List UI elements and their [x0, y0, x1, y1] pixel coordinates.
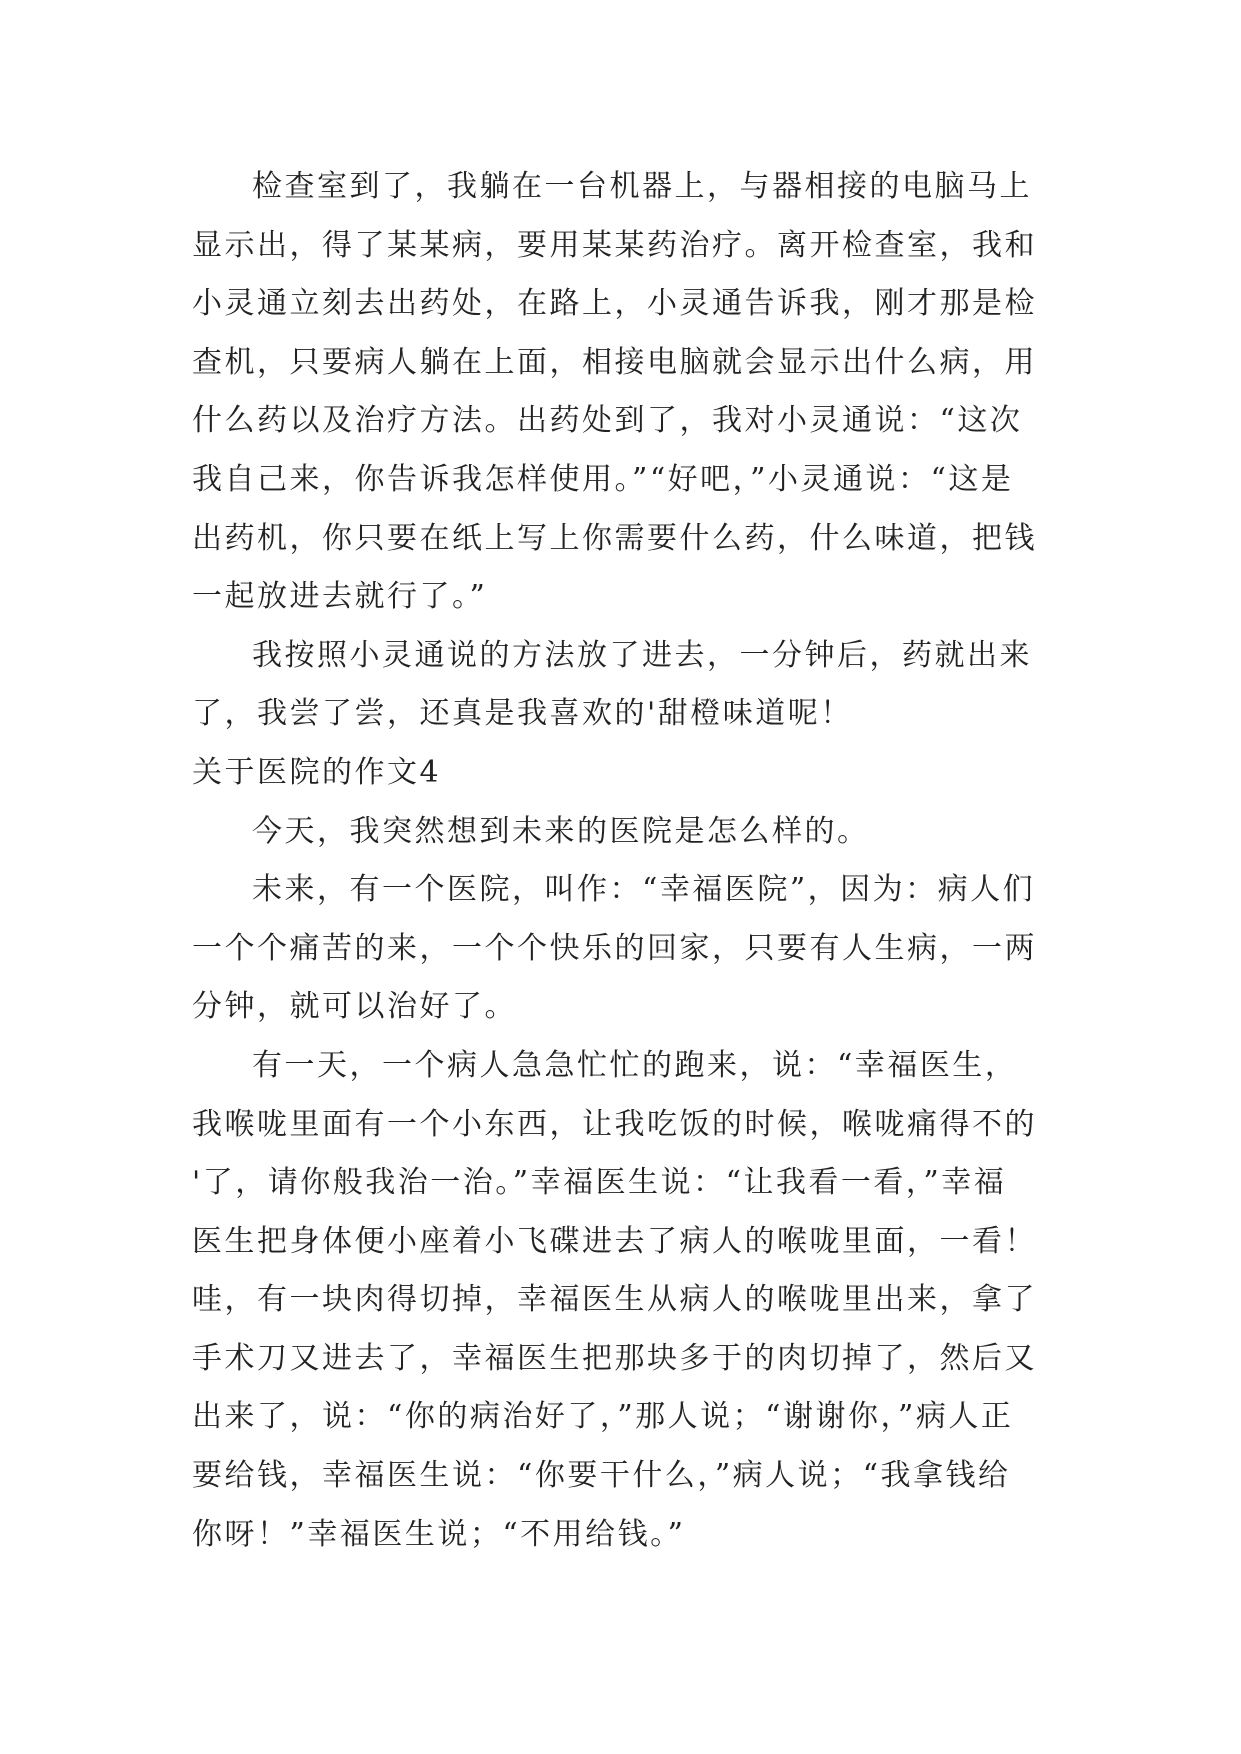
text-line: 检查室到了，我躺在一台机器上，与器相接的电脑马上	[252, 169, 1032, 204]
text-line: 小灵通立刻去出药处，在路上，小灵通告诉我，刚才那是检	[192, 286, 1037, 322]
text-line: 显示出，得了某某病，要用某某药治疗。离开检查室，我和	[192, 227, 1037, 263]
text-line: 未来，有一个医院，叫作：“幸福医院”，因为：病人们	[252, 872, 1036, 908]
text-line: 要给钱，幸福医生说：“你要干什么，”病人说；“我拿钱给	[192, 1458, 1011, 1494]
text-line: 查机，只要病人躺在上面，相接电脑就会显示出什么病，用	[192, 344, 1037, 380]
text-line: 什么药以及治疗方法。出药处到了，我对小灵通说：“这次	[192, 403, 1023, 439]
text-line: 出来了，说：“你的病治好了，”那人说；“谢谢你，”病人正	[192, 1399, 1014, 1435]
section-heading: 关于医院的作文4	[192, 754, 442, 790]
text-line: 哇，有一块肉得切掉，幸福医生从病人的喉咙里出来，拿了	[192, 1282, 1037, 1318]
text-line: 了，我尝了尝，还真是我喜欢的'甜橙味道呢！	[192, 696, 853, 732]
text-line: 今天，我突然想到未来的医院是怎么样的。	[252, 813, 870, 849]
text-line: 我按照小灵通说的方法放了进去，一分钟后，药就出来	[252, 637, 1032, 673]
text-line: 手术刀又进去了，幸福医生把那块多于的肉切掉了，然后又	[192, 1340, 1037, 1376]
document-body	[192, 158, 1052, 1564]
text-line: 出药机，你只要在纸上写上你需要什么药，什么味道，把钱	[192, 520, 1037, 556]
text-line: 我喉咙里面有一个小东西，让我吃饭的时候，喉咙痛得不的	[192, 1106, 1037, 1142]
text-line: 分钟，就可以治好了。	[192, 989, 517, 1025]
text-line: 一起放进去就行了。”	[192, 579, 488, 615]
text-line: 你呀！”幸福医生说；“不用给钱。”	[192, 1516, 686, 1552]
text-line: 医生把身体便小座着小飞碟进去了病人的喉咙里面，一看！	[192, 1223, 1037, 1259]
text-line: 一个个痛苦的来，一个个快乐的回家，只要有人生病，一两	[192, 930, 1037, 966]
text-line: 我自己来，你告诉我怎样使用。”“好吧，”小灵通说：“这是	[192, 461, 1014, 497]
text-line: 有一天，一个病人急急忙忙的跑来，说：“幸福医生，	[252, 1047, 1018, 1083]
text-line: '了，请你般我治一治。”幸福医生说：“让我看一看，”幸福	[192, 1165, 1007, 1201]
